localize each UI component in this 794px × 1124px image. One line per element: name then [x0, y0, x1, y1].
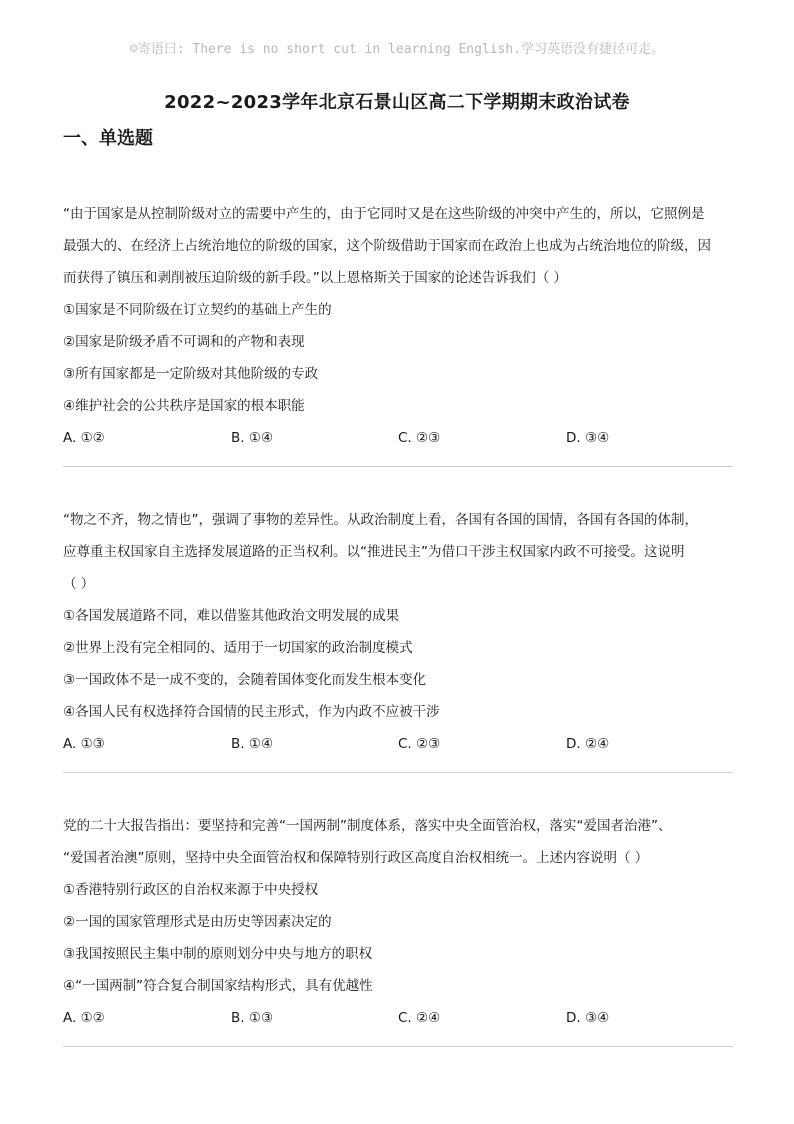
question-divider	[63, 1046, 733, 1047]
question-1	[63, 198, 733, 467]
statement-item: ②一国的国家管理形式是由历史等因素决定的	[63, 914, 332, 930]
choice-b[interactable]: B. ①④	[231, 430, 274, 446]
statement-item: ①香港特别行政区的自治权来源于中央授权	[63, 882, 319, 898]
question-2	[63, 504, 733, 773]
statement-list	[63, 874, 733, 1002]
stem-line: 应尊重主权国家自主选择发展道路的正当权利。以“推进民主”为借口干涉主权国家内政不可接受。这说明	[63, 544, 685, 560]
choice-c[interactable]: C. ②③	[398, 430, 441, 446]
choice-d[interactable]: D. ③④	[566, 1010, 610, 1026]
statement-item: ④各国人民有权选择符合国情的民主形式，作为内政不应被干涉	[63, 704, 440, 720]
choice-a[interactable]: A. ①②	[63, 1010, 105, 1026]
header-motto: ☺寄语曰: There is no short cut in learning English.学习英语没有捷径可走。	[129, 42, 665, 57]
choice-b[interactable]: B. ①③	[231, 1010, 274, 1026]
statement-item: ④“一国两制”符合复合制国家结构形式，具有优越性	[63, 978, 373, 994]
answer-choices	[63, 1002, 733, 1034]
question-stem	[63, 810, 733, 874]
stem-line: “由于国家是从控制阶级对立的需要中产生的，由于它同时又是在这些阶级的冲突中产生的，所以，它照例是	[63, 206, 705, 222]
statement-item: ③所有国家都是一定阶级对其他阶级的专政	[63, 366, 319, 382]
choice-d[interactable]: D. ③④	[566, 430, 610, 446]
statement-item: ①国家是不同阶级在订立契约的基础上产生的	[63, 302, 332, 318]
stem-line: 党的二十大报告指出：要坚持和完善“一国两制”制度体系，落实中央全面管治权，落实“爱国者治港”、	[63, 818, 672, 834]
statement-item: ①各国发展道路不同，难以借鉴其他政治文明发展的成果	[63, 608, 400, 624]
answer-choices	[63, 728, 733, 760]
question-3	[63, 810, 733, 1047]
stem-line: 最强大的、在经济上占统治地位的阶级的国家，这个阶级借助于国家而在政治上也成为占统治地位的阶级，因	[63, 238, 711, 254]
statement-item: ④维护社会的公共秩序是国家的根本职能	[63, 398, 305, 414]
question-stem	[63, 198, 733, 294]
stem-line: “物之不齐，物之情也”，强调了事物的差异性。从政治制度上看，各国有各国的国情，各国有各国的体制，	[63, 512, 698, 528]
choice-c[interactable]: C. ②③	[398, 736, 441, 752]
exam-title: 2022~2023学年北京石景山区高二下学期期末政治试卷	[164, 92, 630, 113]
section-heading: 一、单选题	[63, 128, 153, 149]
question-stem	[63, 504, 733, 600]
statement-item: ③我国按照民主集中制的原则划分中央与地方的职权	[63, 946, 373, 962]
stem-line: 而获得了镇压和剥削被压迫阶级的新手段。”以上恩格斯关于国家的论述告诉我们（ ）	[63, 270, 568, 286]
choice-a[interactable]: A. ①②	[63, 430, 105, 446]
stem-line: “爱国者治澳”原则，坚持中央全面管治权和保障特别行政区高度自治权相统一。上述内容说明（ ）	[63, 850, 649, 866]
choice-d[interactable]: D. ②④	[566, 736, 610, 752]
statement-item: ②国家是阶级矛盾不可调和的产物和表现	[63, 334, 305, 350]
answer-choices	[63, 422, 733, 454]
statement-item: ③一国政体不是一成不变的，会随着国体变化而发生根本变化	[63, 672, 427, 688]
choice-b[interactable]: B. ①④	[231, 736, 274, 752]
stem-line: （ ）	[63, 576, 95, 592]
statement-list	[63, 294, 733, 422]
question-divider	[63, 772, 733, 773]
choice-a[interactable]: A. ①③	[63, 736, 105, 752]
question-divider	[63, 466, 733, 467]
statement-item: ②世界上没有完全相同的、适用于一切国家的政治制度模式	[63, 640, 413, 656]
statement-list	[63, 600, 733, 728]
choice-c[interactable]: C. ②④	[398, 1010, 441, 1026]
